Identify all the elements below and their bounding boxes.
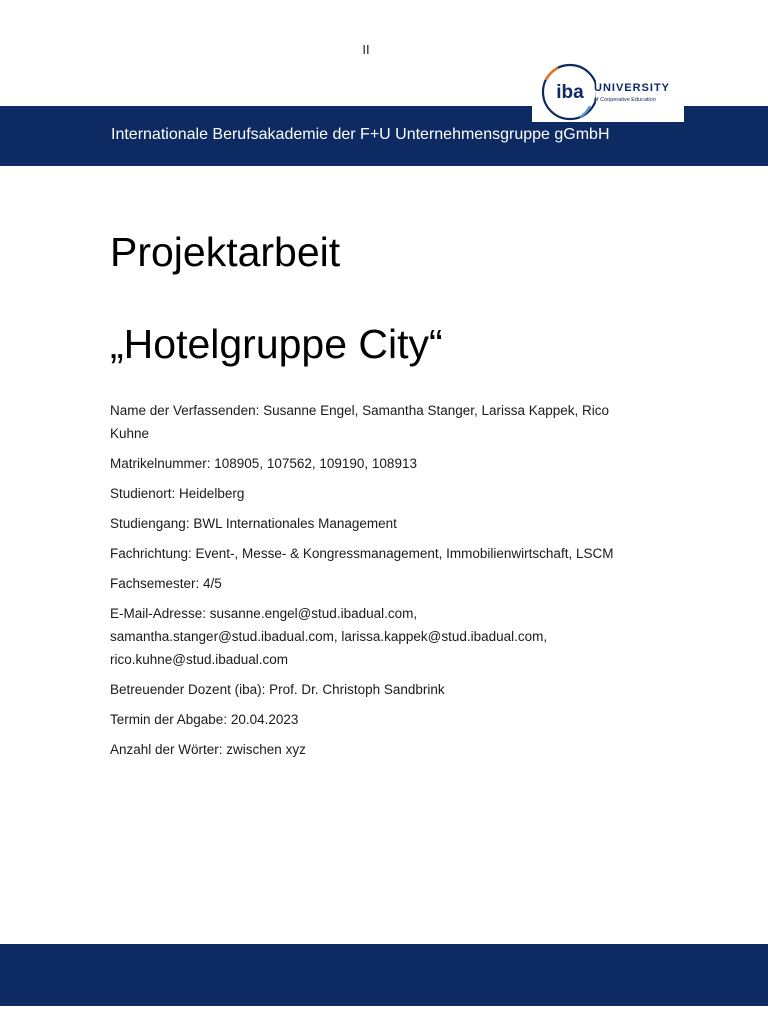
logo-subtitle: of Cooperative Education (594, 97, 656, 103)
logo-word: UNIVERSITY (594, 82, 671, 94)
page-number: II (362, 42, 370, 57)
studienort-line: Studienort: Heidelberg (110, 486, 245, 501)
termin-line: Termin der Abgabe: 20.04.2023 (110, 712, 299, 727)
fachrichtung-line: Fachrichtung: Event-, Messe- & Kongressmanagement, Immobilienwirtschaft, LSCM (110, 546, 614, 561)
matrikel-line: Matrikelnummer: 108905, 107562, 109190, 108913 (110, 456, 417, 471)
document-title: Projektarbeit (110, 229, 341, 275)
dozent-line: Betreuender Dozent (iba): Prof. Dr. Christoph Sandbrink (110, 682, 445, 697)
authors-line: Name der Verfassenden: Susanne Engel, Samantha Stanger, Larissa Kappek, Rico Kuhne (110, 403, 610, 441)
logo-mark-text: iba (556, 82, 584, 103)
iba-logo-mark (532, 62, 596, 122)
institution-name: Internationale Berufsakademie der F+U Unternehmensgruppe gGmbH (111, 126, 610, 143)
document-subtitle: „Hotelgruppe City“ (110, 321, 443, 367)
footer-band (0, 944, 768, 1006)
author-info-block (110, 399, 630, 768)
iba-logo (532, 62, 684, 122)
woerter-line: Anzahl der Wörter: zwischen xyz (110, 742, 306, 757)
fachsemester-line: Fachsemester: 4/5 (110, 576, 222, 591)
email-line: E-Mail-Adresse: susanne.engel@stud.ibadual.com, samantha.stanger@stud.ibadual.com, larissa.kappek@stud.ibadual.com, rico.kuhne@stud.ibadual.com (110, 606, 548, 667)
studiengang-line: Studiengang: BWL Internationales Management (110, 516, 397, 531)
